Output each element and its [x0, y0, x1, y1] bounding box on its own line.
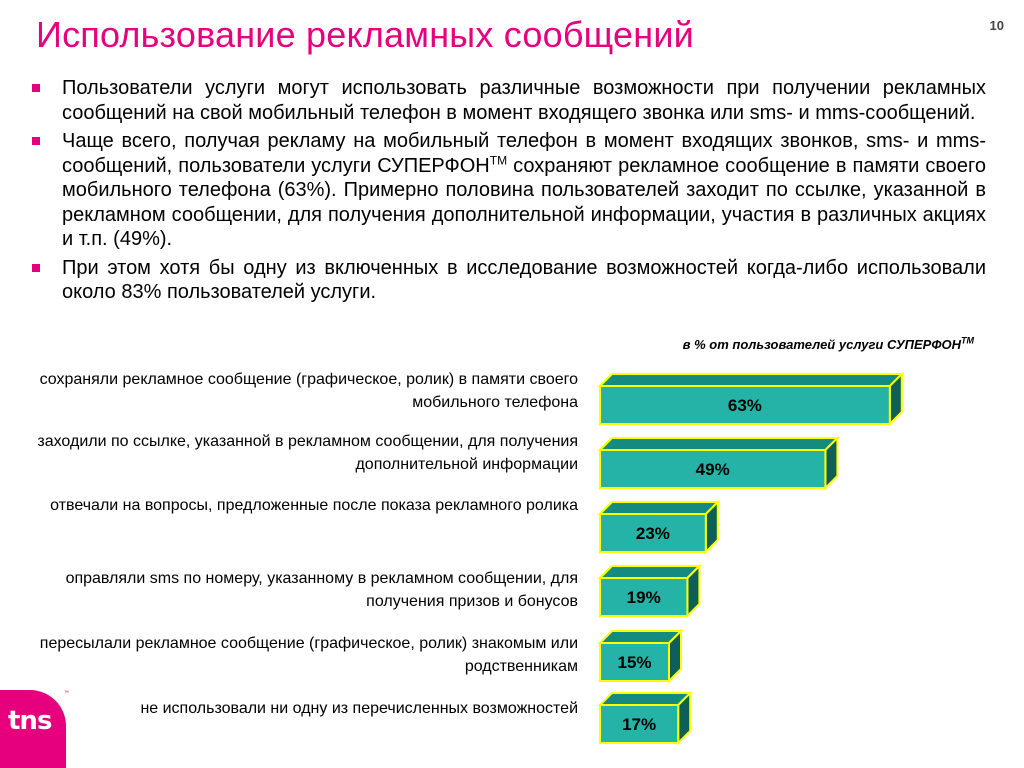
bullet-square-icon — [32, 264, 40, 272]
category-label: оправляли sms по номеру, указанному в рекламном сообщении, для получения призов и бонусов — [65, 570, 578, 610]
category-label: пересылали рекламное сообщение (графическое, ролик) знакомым или родственникам — [39, 635, 578, 675]
page-number: 10 — [989, 18, 1004, 33]
bullet-text: При этом хотя бы одну из включенных в исследование возможностей когда-либо использовали около 83% пользователей услуги. — [62, 256, 986, 303]
bar — [600, 631, 681, 681]
bar-value-label: 49% — [695, 460, 730, 479]
trademark-mark: TM — [961, 335, 974, 346]
slide-title: Использование рекламных сообщений — [36, 14, 694, 55]
bullet-item — [32, 256, 986, 305]
chart-caption — [683, 337, 974, 352]
logo-text: tns — [8, 706, 52, 736]
tns-logo — [0, 690, 66, 768]
bar — [600, 566, 699, 616]
bar-chart — [0, 360, 1024, 768]
bullet-item — [32, 129, 986, 252]
bar-top-face — [600, 566, 699, 578]
bar — [600, 438, 837, 488]
bar-value-label: 15% — [617, 653, 652, 672]
bullet-item — [32, 76, 986, 125]
bar — [600, 693, 690, 743]
bar-top-face — [600, 631, 681, 643]
bullet-square-icon — [32, 84, 40, 92]
bar-value-label: 23% — [635, 524, 670, 543]
bullet-text: Пользователи услуги могут использовать различные возможности при получении рекламных сообщений на свой мобильный телефон в момент входящего звонка или sms- и mms-сообщений. — [62, 77, 986, 124]
chart-caption-text: в % от пользователей услуги СУПЕРФОН — [682, 337, 961, 352]
trademark-mark: TM — [489, 152, 508, 167]
bullet-square-icon — [32, 137, 40, 145]
category-label: заходили по ссылке, указанной в рекламном сообщении, для получения дополнительной информации — [37, 433, 578, 473]
bar-top-face — [600, 438, 837, 450]
bar — [600, 374, 902, 424]
bullet-list — [32, 76, 986, 309]
bullet-text-part: Чаще всего, получая рекламу на мобильный телефон в момент входящих звонков, sms- и mms-сообщений, пользователи услуги СУПЕРФОН — [62, 130, 986, 177]
category-label: не использовали ни одну из перечисленных возможностей — [140, 700, 578, 717]
bullet-text-part: сохраняют рекламное сообщение в памяти своего мобильного телефона (63%). Примерно половина пользователей заходит по ссылке, указанной в рекламном сообщении, для получения дополнительной информации, участия в различных акциях и т.п. (49%). — [62, 154, 987, 250]
bullet-text — [62, 129, 986, 252]
bar-value-label: 63% — [727, 396, 762, 415]
bar-top-face — [600, 693, 690, 705]
bars-svg — [0, 360, 1024, 768]
bar-top-face — [600, 502, 718, 514]
bar — [600, 502, 718, 552]
bar-top-face — [600, 374, 902, 386]
category-label: сохраняли рекламное сообщение (графическое, ролик) в памяти своего мобильного телефона — [39, 371, 578, 411]
bar-value-label: 17% — [622, 715, 657, 734]
category-label: отвечали на вопросы, предложенные после показа рекламного ролика — [50, 497, 578, 514]
bar-value-label: 19% — [626, 588, 661, 607]
logo-trademark: ™ — [64, 690, 69, 696]
